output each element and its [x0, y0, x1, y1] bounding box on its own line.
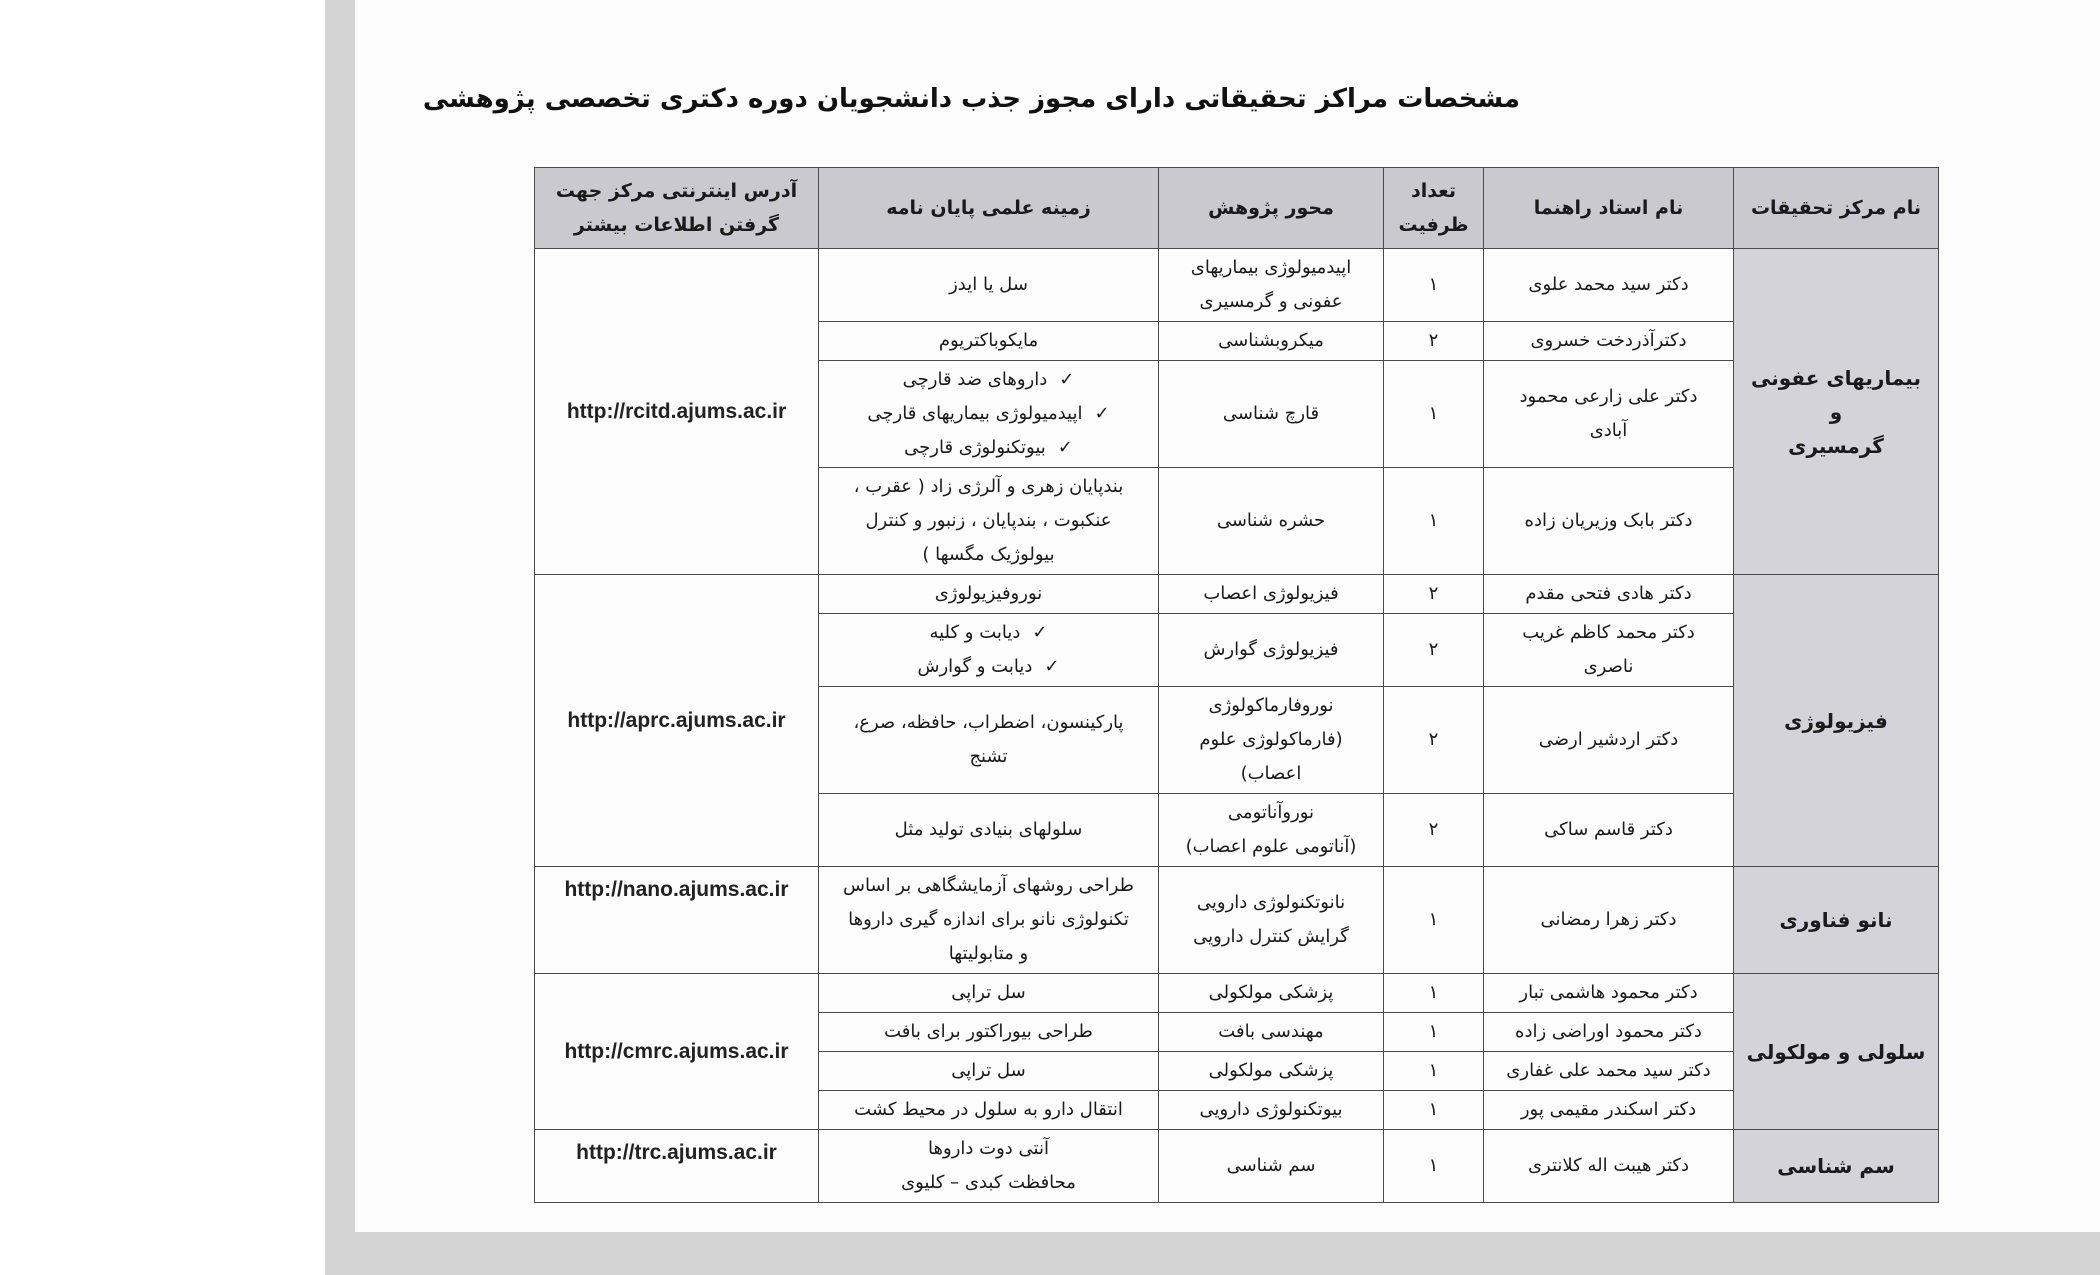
- thesis-field-line: آنتی دوت داروها: [928, 1138, 1049, 1159]
- checkmark-icon: ✓: [1044, 656, 1060, 677]
- research-axis-line: عفونی و گرمسیری: [1199, 291, 1343, 312]
- thesis-field-line: سل تراپی: [951, 982, 1026, 1003]
- research-axis-line: گرایش کنترل دارویی: [1193, 926, 1349, 947]
- capacity-cell: ۱: [1384, 1091, 1484, 1130]
- table-row: [535, 1130, 1939, 1203]
- supervisor-cell: دکتر محمود اوراضی زاده: [1484, 1013, 1734, 1052]
- supervisor-cell: دکتر اردشیر ارضی: [1484, 687, 1734, 794]
- research-axis-line: میکروبشناسی: [1218, 330, 1324, 351]
- thesis-field-cell: [819, 1091, 1159, 1130]
- research-axis-cell: [1159, 1130, 1384, 1203]
- research-axis-cell: [1159, 1052, 1384, 1091]
- research-axis-line: اپیدمیولوژی بیماریهای: [1190, 257, 1352, 278]
- thesis-field-line: بندپایان زهری و آلرژی زاد ( عقرب ،: [853, 476, 1124, 497]
- research-axis-line: (فارماکولوژی علوم: [1199, 729, 1343, 750]
- checklist-item-text: بیوتکنولوژی قارچی: [904, 437, 1046, 458]
- checklist-item-text: دیابت و کلیه: [929, 622, 1021, 643]
- checklist-item: [827, 363, 1150, 397]
- checkmark-icon: ✓: [1032, 622, 1048, 643]
- capacity-cell: ۲: [1384, 687, 1484, 794]
- table-row: [535, 867, 1939, 974]
- table-row: [535, 575, 1939, 614]
- table-header-row: [535, 168, 1939, 249]
- supervisor-cell: دکتر اسکندر مقیمی پور: [1484, 1091, 1734, 1130]
- research-axis-line: پزشکی مولکولی: [1208, 982, 1334, 1003]
- checklist-item: [827, 431, 1150, 465]
- research-axis-line: پزشکی مولکولی: [1208, 1060, 1334, 1081]
- research-axis-line: اعصاب): [1240, 763, 1302, 784]
- thesis-field-line: بیولوژیک مگسها ): [922, 544, 1055, 565]
- thesis-field-line: پارکینسون، اضطراب، حافظه، صرع،: [853, 712, 1124, 733]
- center-name-line: نانو فناوری: [1779, 908, 1893, 932]
- center-website-link[interactable]: http://cmrc.ajums.ac.ir: [535, 974, 819, 1130]
- research-center-name: [1734, 249, 1939, 575]
- thesis-field-cell: [819, 249, 1159, 322]
- checklist-item: [827, 616, 1150, 650]
- center-website-link[interactable]: http://rcitd.ajums.ac.ir: [535, 249, 819, 575]
- supervisor-cell: [1484, 614, 1734, 687]
- thesis-field-line: سل یا ایدز: [949, 274, 1028, 295]
- document-title: مشخصات مراکز تحقیقاتی دارای مجوز جذب دانشجویان دوره دکتری تخصصی پژوهشی: [422, 84, 1520, 114]
- supervisor-cell: دکتر قاسم ساکی: [1484, 794, 1734, 867]
- thesis-field-line: محافظت کبدی – کلیوی: [901, 1172, 1076, 1193]
- header-center: نام مرکز تحقیقات: [1734, 168, 1939, 249]
- research-axis-cell: [1159, 249, 1384, 322]
- research-axis-line: نوروآناتومی: [1227, 802, 1315, 823]
- capacity-cell: ۲: [1384, 575, 1484, 614]
- header-supervisor: نام استاد راهنما: [1484, 168, 1734, 249]
- thesis-field-cell: [819, 614, 1159, 687]
- research-axis-line: فیزیولوژی اعصاب: [1203, 583, 1339, 604]
- research-axis-cell: [1159, 794, 1384, 867]
- supervisor-name-line: ناصری: [1583, 656, 1634, 677]
- supervisor-cell: دکتر هادی فتحی مقدم: [1484, 575, 1734, 614]
- research-axis-cell: [1159, 614, 1384, 687]
- research-axis-line: (آناتومی علوم اعصاب): [1185, 836, 1357, 857]
- checkmark-icon: ✓: [1094, 403, 1110, 424]
- research-axis-line: قارچ شناسی: [1222, 403, 1320, 424]
- supervisor-cell: دکتر محمود هاشمی تبار: [1484, 974, 1734, 1013]
- supervisor-name-line: آبادی: [1589, 420, 1628, 441]
- research-axis-cell: [1159, 974, 1384, 1013]
- thesis-field-line: نوروفیزیولوژی: [934, 583, 1043, 604]
- checklist-item-text: دیابت و گوارش: [917, 656, 1033, 677]
- thesis-field-line: سل تراپی: [951, 1060, 1026, 1081]
- center-name-line: گرمسیری: [1788, 433, 1884, 458]
- center-website-link[interactable]: http://trc.ajums.ac.ir: [535, 1130, 819, 1203]
- checklist-item-text: اپیدمیولوژی بیماریهای قارچی: [867, 403, 1083, 424]
- research-axis-line: حشره شناسی: [1216, 510, 1326, 531]
- research-center-name: [1734, 1130, 1939, 1203]
- research-center-name: [1734, 867, 1939, 974]
- supervisor-cell: دکتر سید محمد علوی: [1484, 249, 1734, 322]
- supervisor-cell: دکتر سید محمد علی غفاری: [1484, 1052, 1734, 1091]
- research-axis-cell: [1159, 468, 1384, 575]
- center-website-link[interactable]: http://nano.ajums.ac.ir: [535, 867, 819, 974]
- research-axis-cell: [1159, 575, 1384, 614]
- supervisor-cell: دکتر زهرا رمضانی: [1484, 867, 1734, 974]
- thesis-field-line: طراحی بیوراکتور برای بافت: [884, 1021, 1093, 1042]
- thesis-field-cell: [819, 468, 1159, 575]
- thesis-field-cell: [819, 794, 1159, 867]
- research-axis-line: سم شناسی: [1226, 1155, 1316, 1176]
- capacity-cell: ۱: [1384, 361, 1484, 468]
- capacity-cell: ۱: [1384, 468, 1484, 575]
- research-axis-cell: [1159, 361, 1384, 468]
- thesis-field-line: مایکوباکتریوم: [938, 330, 1039, 351]
- table-row: [535, 249, 1939, 322]
- research-axis-line: نوروفارماکولوژی: [1208, 695, 1334, 716]
- checkmark-icon: ✓: [1057, 437, 1073, 458]
- research-center-name: [1734, 974, 1939, 1130]
- research-axis-line: مهندسی بافت: [1218, 1021, 1324, 1042]
- thesis-field-line: عنکبوت ، بندپایان ، زنبور و کنترل: [865, 510, 1112, 531]
- supervisor-cell: دکترآذردخت خسروی: [1484, 322, 1734, 361]
- thesis-field-line: سلولهای بنیادی تولید مثل: [894, 819, 1083, 840]
- thesis-field-line: تشنج: [969, 746, 1008, 767]
- supervisor-name-line: دکتر محمد کاظم غریب: [1522, 622, 1695, 643]
- supervisor-cell: [1484, 361, 1734, 468]
- capacity-cell: ۱: [1384, 249, 1484, 322]
- header-field: زمینه علمی پایان نامه: [819, 168, 1159, 249]
- research-centers-table: [534, 167, 1939, 1203]
- header-capacity-line1: تعداد: [1410, 180, 1457, 202]
- capacity-cell: ۱: [1384, 1013, 1484, 1052]
- center-name-line: فیزیولوژی: [1784, 708, 1888, 733]
- capacity-cell: ۲: [1384, 322, 1484, 361]
- capacity-cell: ۱: [1384, 974, 1484, 1013]
- research-axis-cell: [1159, 1091, 1384, 1130]
- thesis-field-cell: [819, 867, 1159, 974]
- capacity-cell: ۱: [1384, 1130, 1484, 1203]
- thesis-field-cell: [819, 1052, 1159, 1091]
- thesis-field-cell: [819, 1013, 1159, 1052]
- supervisor-cell: دکتر هیبت اله کلانتری: [1484, 1130, 1734, 1203]
- header-url: [535, 168, 819, 249]
- research-center-name: [1734, 575, 1939, 867]
- thesis-field-line: و متابولیتها: [948, 943, 1029, 964]
- thesis-field-cell: [819, 575, 1159, 614]
- table-body: [535, 249, 1939, 1203]
- thesis-field-line: انتقال دارو به سلول در محیط کشت: [854, 1099, 1123, 1120]
- center-website-link[interactable]: http://aprc.ajums.ac.ir: [535, 575, 819, 867]
- header-capacity: [1384, 168, 1484, 249]
- research-axis-line: بیوتکنولوژی دارویی: [1199, 1099, 1343, 1120]
- header-axis: محور پژوهش: [1159, 168, 1384, 249]
- center-name-line: سلولی و مولکولی: [1746, 1039, 1926, 1064]
- checklist-item: [827, 650, 1150, 684]
- thesis-field-line: طراحی روشهای آزمایشگاهی بر اساس: [843, 875, 1134, 896]
- header-capacity-line2: ظرفیت: [1398, 214, 1469, 236]
- supervisor-name-line: دکتر علی زارعی محمود: [1519, 386, 1698, 407]
- center-name-line: سم شناسی: [1777, 1154, 1895, 1178]
- research-axis-cell: [1159, 867, 1384, 974]
- capacity-cell: ۱: [1384, 1052, 1484, 1091]
- header-url-line1: آدرس اینترنتی مرکز جهت: [555, 180, 798, 202]
- thesis-field-cell: [819, 361, 1159, 468]
- research-axis-cell: [1159, 687, 1384, 794]
- checkmark-icon: ✓: [1059, 369, 1075, 390]
- research-axis-line: فیزیولوژی گوارش: [1203, 639, 1339, 660]
- research-axis-cell: [1159, 1013, 1384, 1052]
- supervisor-cell: دکتر بابک وزیریان زاده: [1484, 468, 1734, 575]
- thesis-field-cell: [819, 974, 1159, 1013]
- research-axis-line: نانوتکنولوژی دارویی: [1196, 892, 1346, 913]
- center-name-line: بیماریهای عفونی و: [1751, 365, 1921, 424]
- header-url-line2: گرفتن اطلاعات بیشتر: [573, 214, 780, 236]
- table-row: [535, 974, 1939, 1013]
- thesis-field-line: تکنولوژی نانو برای اندازه گیری داروها: [848, 909, 1129, 930]
- capacity-cell: ۲: [1384, 614, 1484, 687]
- capacity-cell: ۲: [1384, 794, 1484, 867]
- thesis-field-cell: [819, 322, 1159, 361]
- checklist-item-text: داروهای ضد قارچی: [902, 369, 1048, 390]
- capacity-cell: ۱: [1384, 867, 1484, 974]
- thesis-field-cell: [819, 687, 1159, 794]
- checklist-item: [827, 397, 1150, 431]
- research-axis-cell: [1159, 322, 1384, 361]
- thesis-field-cell: [819, 1130, 1159, 1203]
